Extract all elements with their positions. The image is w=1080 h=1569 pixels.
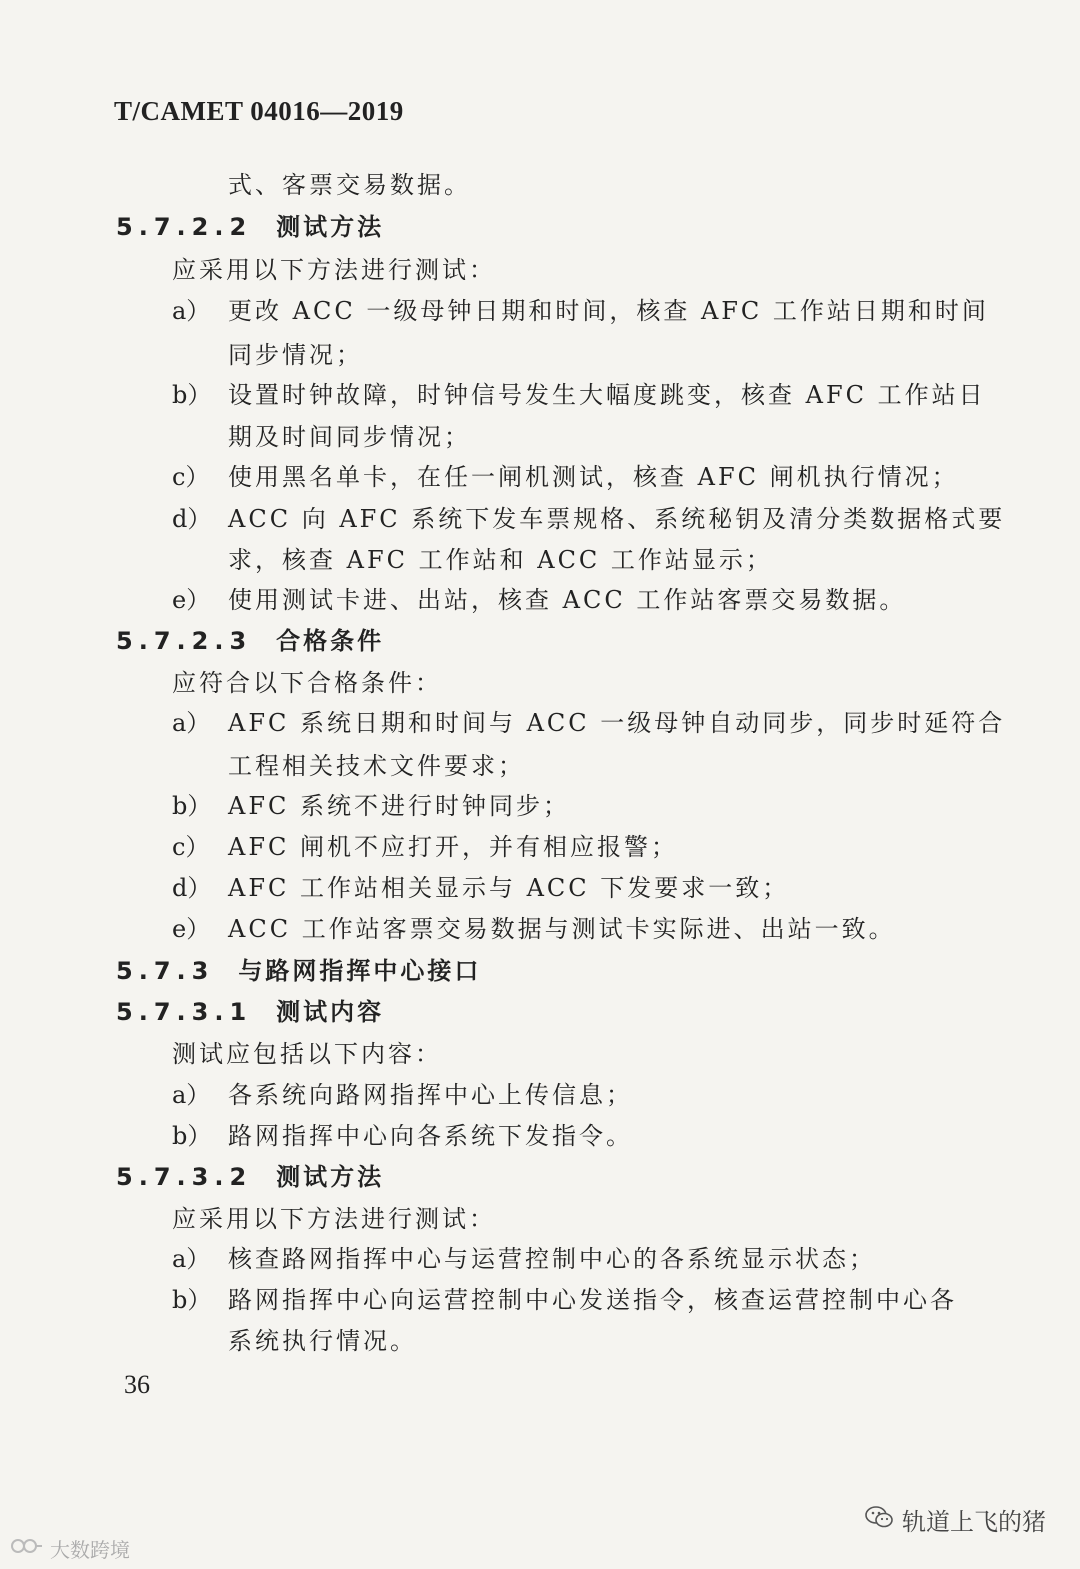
list-item <box>172 585 906 615</box>
paragraph-line: 系统执行情况。 <box>228 1327 417 1355</box>
list-item-text: ACC 工作站客票交易数据与测试卡实际进、出站一致。 <box>228 915 896 943</box>
paragraph-line: 应采用以下方法进行测试： <box>172 256 496 284</box>
paragraph-line: 测试应包括以下内容： <box>172 1040 442 1068</box>
list-marker: c） <box>172 833 210 861</box>
list-marker: b） <box>172 381 212 409</box>
list-item <box>172 462 959 492</box>
section-title: 合格条件 <box>276 627 385 655</box>
list-item-text: AFC 工作站相关显示与 ACC 下发要求一致； <box>228 874 790 902</box>
paragraph-line: 期及时间同步情况； <box>228 423 471 451</box>
list-item-text: ACC 向 AFC 系统下发车票规格、系统秘钥及清分类数据格式要 <box>228 505 1006 533</box>
wechat-icon <box>864 1504 894 1536</box>
list-marker: e） <box>172 586 211 614</box>
watermark-left <box>10 1534 130 1563</box>
list-marker: a） <box>172 709 211 737</box>
list-item-text: AFC 系统日期和时间与 ACC 一级母钟自动同步，同步时延符合 <box>228 709 1006 737</box>
section-heading <box>116 212 384 242</box>
list-item <box>172 914 896 944</box>
list-marker: b） <box>172 1286 212 1314</box>
list-marker: d） <box>172 505 212 533</box>
watermark-right <box>864 1502 1046 1537</box>
list-marker: b） <box>172 792 212 820</box>
section-heading <box>116 997 384 1027</box>
list-item <box>172 380 986 410</box>
list-marker: a） <box>172 1245 211 1273</box>
list-item <box>172 873 789 903</box>
paragraph-line: 应采用以下方法进行测试： <box>172 1205 496 1233</box>
section-number: 5.7.3.2 <box>116 1163 253 1191</box>
list-item-text: 更改 ACC 一级母钟日期和时间，核查 AFC 工作站日期和时间 <box>228 297 989 325</box>
logo-icon <box>10 1535 44 1562</box>
list-marker: b） <box>172 1122 212 1150</box>
list-item-text: AFC 系统不进行时钟同步； <box>228 792 570 820</box>
paragraph-line: 求，核查 AFC 工作站和 ACC 工作站显示； <box>228 546 773 574</box>
paragraph-line: 工程相关技术文件要求； <box>228 752 525 780</box>
list-item <box>172 1121 633 1151</box>
section-number: 5.7.2.2 <box>116 213 253 241</box>
paragraph-line: 同步情况； <box>228 341 363 369</box>
section-number: 5.7.2.3 <box>116 627 253 655</box>
page-number: 36 <box>124 1370 150 1399</box>
section-number: 5.7.3.1 <box>116 998 253 1026</box>
list-item-text: AFC 闸机不应打开，并有相应报警； <box>228 833 678 861</box>
list-item-text: 使用测试卡进、出站，核查 ACC 工作站客票交易数据。 <box>228 586 907 614</box>
list-item <box>172 296 989 326</box>
list-item <box>172 1080 633 1110</box>
list-item <box>172 791 570 821</box>
list-item <box>172 1285 957 1315</box>
standard-code: T/CAMET 04016—2019 <box>114 96 404 126</box>
watermark-left-text: 大数跨境 <box>50 1538 130 1562</box>
list-item-text: 设置时钟故障，时钟信号发生大幅度跳变，核查 AFC 工作站日 <box>228 381 986 409</box>
section-number: 5.7.3 <box>116 957 215 985</box>
list-item <box>172 832 678 862</box>
section-heading <box>116 1162 384 1192</box>
section-title: 与路网指挥中心接口 <box>238 957 482 985</box>
paragraph-line: 式、客票交易数据。 <box>228 171 471 199</box>
section-heading <box>116 956 481 986</box>
list-marker: d） <box>172 874 212 902</box>
list-item-text: 使用黑名单卡，在任一闸机测试，核查 AFC 闸机执行情况； <box>228 463 959 491</box>
list-item-text: 路网指挥中心向运营控制中心发送指令，核查运营控制中心各 <box>228 1286 957 1314</box>
list-item <box>172 504 1005 534</box>
list-item-text: 各系统向路网指挥中心上传信息； <box>228 1081 633 1109</box>
list-marker: a） <box>172 1081 211 1109</box>
section-heading <box>116 626 384 656</box>
list-item <box>172 708 1005 738</box>
list-marker: c） <box>172 463 210 491</box>
watermark-right-text: 轨道上飞的猪 <box>902 1508 1046 1536</box>
paragraph-line: 应符合以下合格条件： <box>172 669 442 697</box>
list-item <box>172 1244 876 1274</box>
section-title: 测试内容 <box>276 998 385 1026</box>
list-item-text: 核查路网指挥中心与运营控制中心的各系统显示状态； <box>228 1245 876 1273</box>
section-title: 测试方法 <box>276 213 385 241</box>
list-marker: a） <box>172 297 211 325</box>
list-item-text: 路网指挥中心向各系统下发指令。 <box>228 1122 633 1150</box>
section-title: 测试方法 <box>276 1163 385 1191</box>
list-marker: e） <box>172 915 211 943</box>
